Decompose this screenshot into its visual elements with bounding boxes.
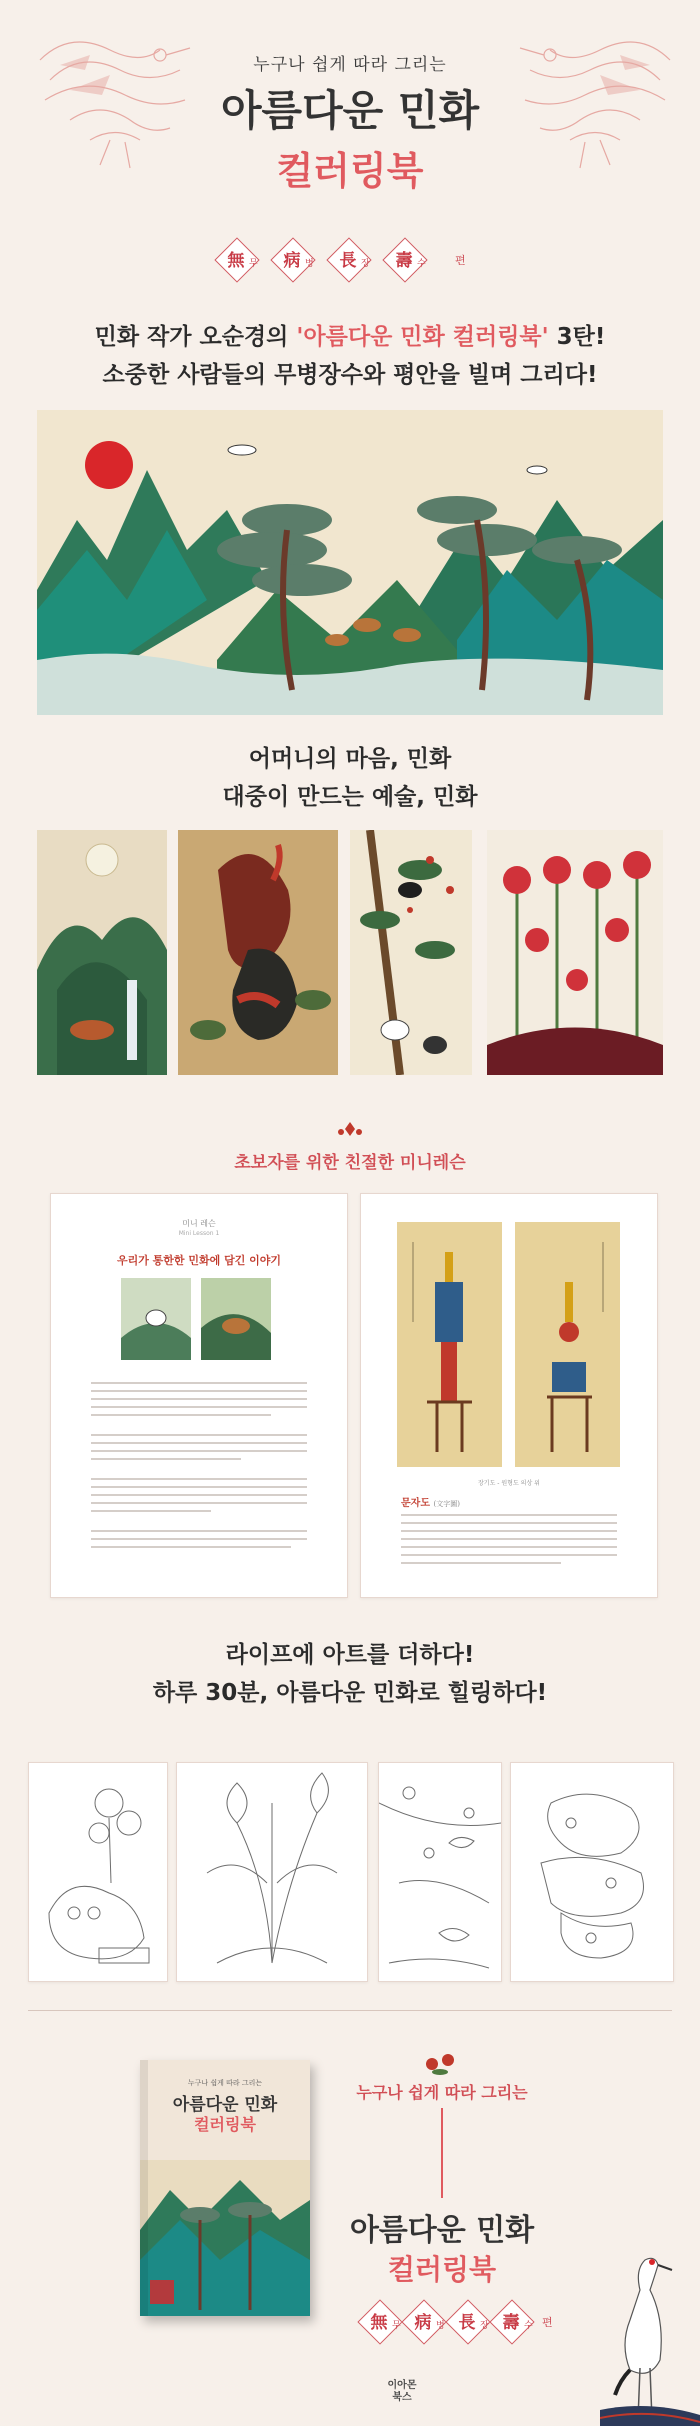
section2-line-2: 대중이 만드는 예술, 민화 <box>222 784 478 810</box>
hero-title-accent: 컬러링북 <box>276 149 424 193</box>
footer-divider-vertical <box>441 2108 443 2198</box>
mini-lesson-tag: 미니 레슨 <box>182 1219 216 1228</box>
hero-title: 아름다운 민화 <box>220 86 480 135</box>
section2-line-1: 어머니의 마음, 민화 <box>248 746 452 772</box>
ornament-icon <box>335 1120 365 1142</box>
footer-subtitle: 누구나 쉽게 따라 그리는 <box>356 2083 528 2102</box>
mini-lesson-thumb-deer <box>201 1278 271 1360</box>
flower-ornament-icon <box>420 2050 460 2078</box>
intro-headline <box>0 318 700 394</box>
coloring-page-tiger <box>28 1762 168 1982</box>
mini-lesson-page-right <box>360 1193 658 1598</box>
mini-lesson-page-left <box>50 1193 348 1598</box>
book-cover-painting <box>140 2160 310 2316</box>
footer-badge-su: 壽 수 <box>490 2300 532 2342</box>
painting-peony-flowers <box>487 830 663 1075</box>
footer-badge-mu: 無 무 <box>358 2300 400 2342</box>
section4-line-1: 라이프에 아트를 더하다! <box>225 1642 475 1668</box>
crane-standing-illustration <box>600 2250 700 2426</box>
footer-badge-row <box>358 2300 568 2340</box>
mini-lesson-heading: 우리가 통한한 민화에 담긴 이야기 <box>116 1254 282 1267</box>
mini-lesson-caption: 장기도 - 원형도 의상 위 <box>478 1480 540 1487</box>
badge-row <box>215 238 485 284</box>
footer-divider-top <box>28 2010 672 2011</box>
footer-badge-jang: 長 장 <box>446 2300 488 2342</box>
coloring-page-character <box>510 1762 674 1982</box>
painting-tiger-mountain <box>37 830 167 1075</box>
mini-lesson-thumb-crane <box>121 1278 191 1360</box>
footer-title-accent: 컬러링북 <box>387 2253 497 2286</box>
intro-line-2: 소중한 사람들의 무병장수와 평안을 빌며 그리다! <box>102 362 598 388</box>
panorama-painting <box>37 410 663 715</box>
book-title-accent: 컬러링북 <box>194 2115 256 2134</box>
section4-headline <box>0 1636 700 1712</box>
section4-line-2: 하루 30분, 아름다운 민화로 힐링하다! <box>152 1680 548 1706</box>
footer-title: 아름다운 민화 <box>349 2213 535 2248</box>
badge-byeong: 病 병 <box>271 238 313 280</box>
publisher-logo: 이아몬 북스 <box>387 2380 417 2403</box>
book-cover-mockup <box>140 2060 310 2316</box>
section2-headline <box>0 740 700 816</box>
mini-lesson-munjado-art <box>397 1222 621 1472</box>
section3-label: 초보자를 위한 친절한 미니레슨 <box>234 1153 466 1173</box>
coloring-page-birds-branch <box>378 1762 502 1982</box>
badge-mu: 無 무 <box>215 238 257 280</box>
painting-magpie-cats <box>350 830 472 1075</box>
book-title: 아름다운 민화 <box>172 2095 278 2115</box>
mini-lesson-tag-en: Mini Lesson 1 <box>178 1230 220 1237</box>
badge-suffix: 편 <box>455 254 466 267</box>
footer-badge-byeong: 病 병 <box>402 2300 444 2342</box>
badge-su: 壽 수 <box>383 238 425 280</box>
intro-line-1: 민화 작가 오순경의 '아름다운 민화 컬러링북' 3탄! <box>94 324 606 350</box>
coloring-page-plant <box>176 1762 368 1982</box>
mini-lesson-right-heading: 문자도 (文字圖) <box>401 1498 460 1509</box>
painting-rooster <box>178 830 338 1075</box>
footer-badge-suffix: 편 <box>542 2316 553 2329</box>
book-subtitle: 누구나 쉽게 따라 그리는 <box>187 2079 263 2087</box>
hero-subtitle: 누구나 쉽게 따라 그리는 <box>253 55 447 75</box>
badge-jang: 長 장 <box>327 238 369 280</box>
